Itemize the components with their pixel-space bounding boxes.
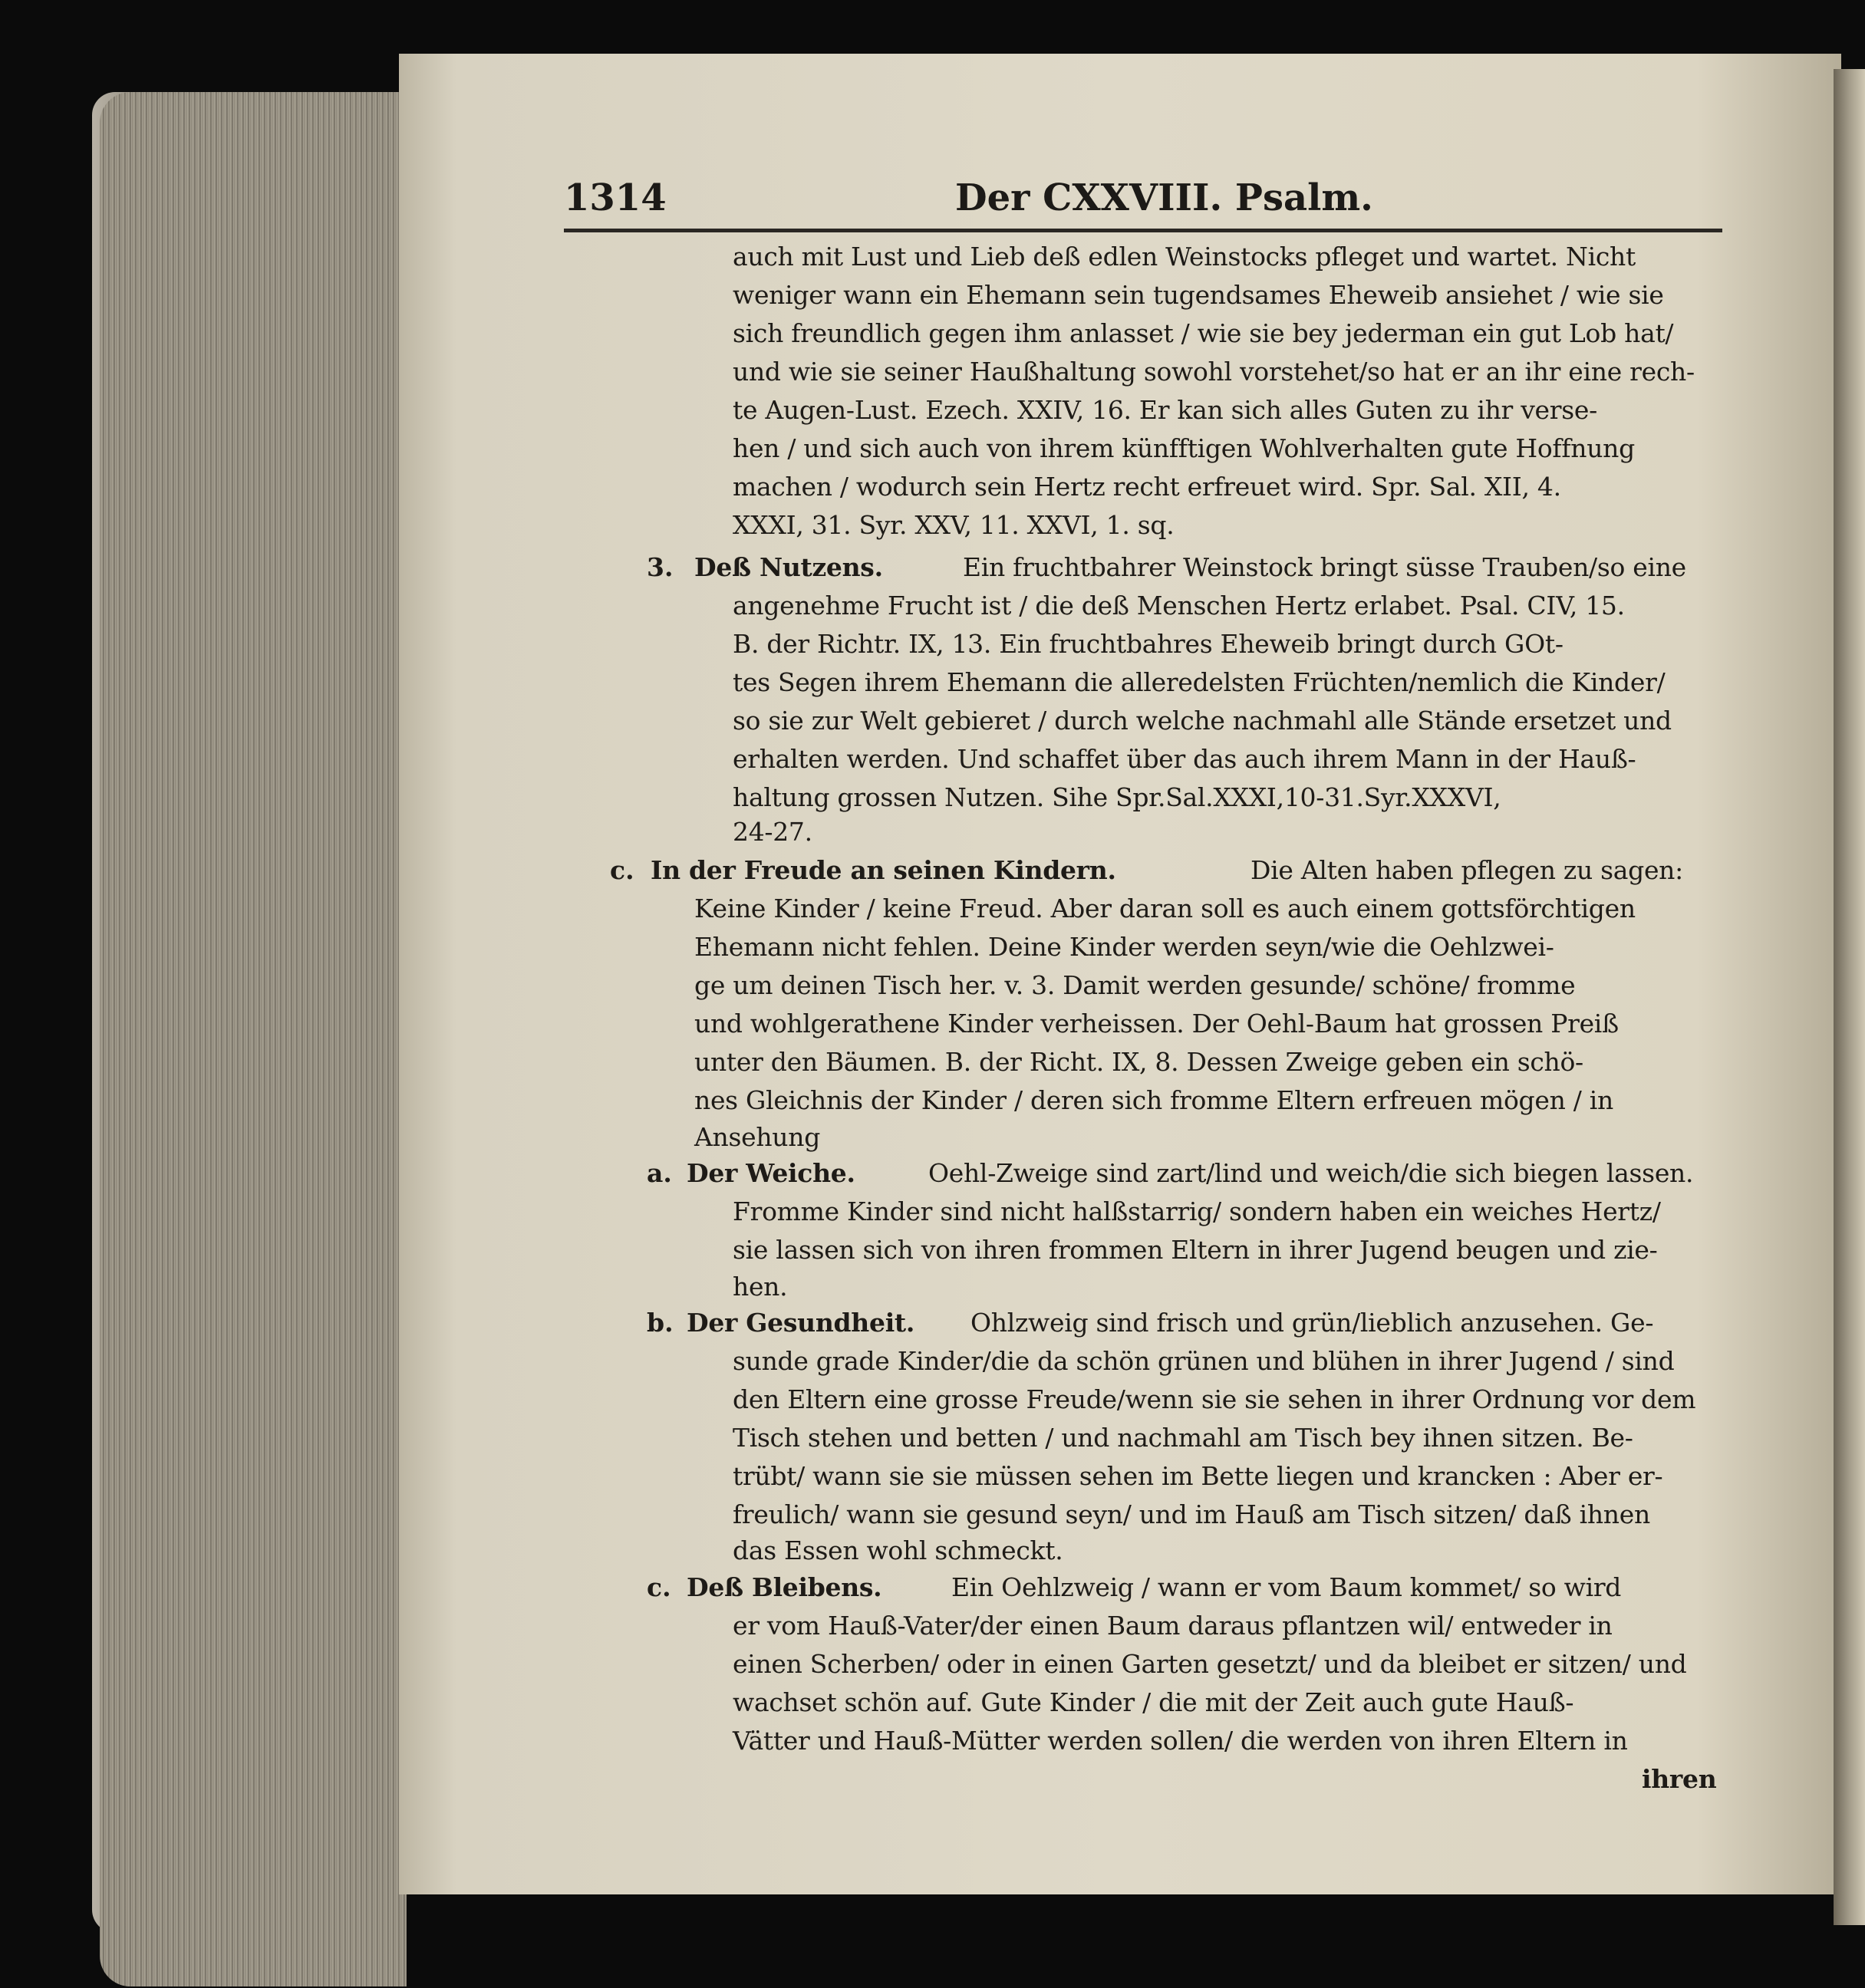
- text-line: B. der Richtr. IX, 13. Ein fruchtbahres Eheweib bringt durch GOt-: [733, 629, 1564, 659]
- page-number: 1314: [564, 176, 667, 219]
- text-line: machen / wodurch sein Hertz recht erfreuet wird. Spr. Sal. XII, 4.: [733, 472, 1561, 502]
- text-line: nes Gleichnis der Kinder / deren sich fromme Eltern erfreuen mögen / in: [694, 1085, 1613, 1115]
- item-heading: In der Freude an seinen Kindern.: [651, 855, 1116, 885]
- text-line: und wie sie seiner Haußhaltung sowohl vorstehet/so hat er an ihr eine rech-: [733, 357, 1695, 387]
- text-line: Vätter und Hauß-Mütter werden sollen/ die werden von ihren Eltern in: [733, 1726, 1628, 1756]
- text-line: te Augen-Lust. Ezech. XXIV, 16. Er kan sich alles Guten zu ihr verse-: [733, 395, 1597, 425]
- text-line: sunde grade Kinder/die da schön grünen und blühen in ihrer Jugend / sind: [733, 1346, 1675, 1376]
- text-line: XXXI, 31. Syr. XXV, 11. XXVI, 1. sq.: [733, 510, 1175, 540]
- text-line: angenehme Frucht ist / die deß Menschen Hertz erlabet. Psal. CIV, 15.: [733, 591, 1625, 620]
- text-line: 24-27.: [733, 817, 812, 847]
- text-line: tes Segen ihrem Ehemann die alleredelsten Früchten/nemlich die Kinder/: [733, 667, 1666, 697]
- text-line: und wohlgerathene Kinder verheissen. Der Oehl-Baum hat grossen Preiß: [694, 1009, 1619, 1038]
- running-title: Der CXXVIII. Psalm.: [955, 176, 1373, 219]
- item-heading: Der Weiche.: [687, 1158, 855, 1188]
- item-marker: c.: [610, 855, 634, 885]
- text-line: Oehl-Zweige sind zart/lind und weich/die sich biegen lassen.: [928, 1158, 1694, 1188]
- text-line: er vom Hauß-Vater/der einen Baum daraus pflantzen wil/ entweder in: [733, 1611, 1613, 1641]
- text-line: Ein Oehlzweig / wann er vom Baum kommet/ so wird: [951, 1572, 1622, 1602]
- text-line: so sie zur Welt gebieret / durch welche nachmahl alle Stände ersetzet und: [733, 706, 1672, 736]
- text-line: Die Alten haben pflegen zu sagen:: [1250, 855, 1683, 885]
- text-line: Fromme Kinder sind nicht halßstarrig/ sondern haben ein weiches Hertz/: [733, 1196, 1661, 1226]
- text-line: auch mit Lust und Lieb deß edlen Weinstocks pfleget und wartet. Nicht: [733, 242, 1636, 272]
- item-heading: Deß Bleibens.: [687, 1572, 882, 1602]
- text-line: weniger wann ein Ehemann sein tugendsames Eheweib ansiehet / wie sie: [733, 280, 1664, 310]
- text-line: ge um deinen Tisch her. v. 3. Damit werden gesunde/ schöne/ fromme: [694, 970, 1576, 1000]
- text-line: das Essen wohl schmeckt.: [733, 1535, 1063, 1565]
- text-line: Ehemann nicht fehlen. Deine Kinder werden seyn/wie die Oehlzwei-: [694, 932, 1554, 962]
- text-line: freulich/ wann sie gesund seyn/ und im Hauß am Tisch sitzen/ daß ihnen: [733, 1499, 1650, 1529]
- text-line: Ohlzweig sind frisch und grün/lieblich anzusehen. Ge-: [970, 1308, 1654, 1338]
- text-line: sich freundlich gegen ihm anlasset / wie sie bey jederman ein gut Lob hat/: [733, 318, 1674, 348]
- item-marker: a.: [647, 1158, 672, 1188]
- text-line: Ansehung: [694, 1122, 821, 1152]
- text-line: Tisch stehen und betten / und nachmahl am Tisch bey ihnen sitzen. Be-: [733, 1423, 1633, 1453]
- item-marker: c.: [647, 1572, 671, 1602]
- text-line: hen.: [733, 1272, 788, 1302]
- text-line: unter den Bäumen. B. der Richt. IX, 8. Dessen Zweige geben ein schö-: [694, 1047, 1583, 1077]
- text-line: erhalten werden. Und schaffet über das auch ihrem Mann in der Hauß-: [733, 744, 1636, 774]
- text-line: wachset schön auf. Gute Kinder / die mit der Zeit auch gute Hauß-: [733, 1687, 1574, 1717]
- item-heading: Der Gesundheit.: [687, 1308, 915, 1338]
- text-line: den Eltern eine grosse Freude/wenn sie sie sehen in ihrer Ordnung vor dem: [733, 1384, 1696, 1414]
- text-line: trübt/ wann sie sie müssen sehen im Bette liegen und krancken : Aber er-: [733, 1461, 1663, 1491]
- item-marker: b.: [647, 1308, 674, 1338]
- text-line: sie lassen sich von ihren frommen Eltern in ihrer Jugend beugen und zie-: [733, 1235, 1658, 1265]
- item-marker: 3.: [647, 552, 674, 582]
- item-heading: Deß Nutzens.: [694, 552, 883, 582]
- text-line: einen Scherben/ oder in einen Garten gesetzt/ und da bleibet er sitzen/ und: [733, 1649, 1687, 1679]
- catchword: ihren: [1642, 1764, 1717, 1794]
- text-line: Keine Kinder / keine Freud. Aber daran soll es auch einem gottsförchtigen: [694, 894, 1636, 923]
- text-line: hen / und sich auch von ihrem künfftigen Wohlverhalten gute Hoffnung: [733, 433, 1635, 463]
- text-line: haltung grossen Nutzen. Sihe Spr.Sal.XXXI,10-31.Syr.XXXVI,: [733, 782, 1501, 812]
- text-line: Ein fruchtbahrer Weinstock bringt süsse Trauben/so eine: [963, 552, 1686, 582]
